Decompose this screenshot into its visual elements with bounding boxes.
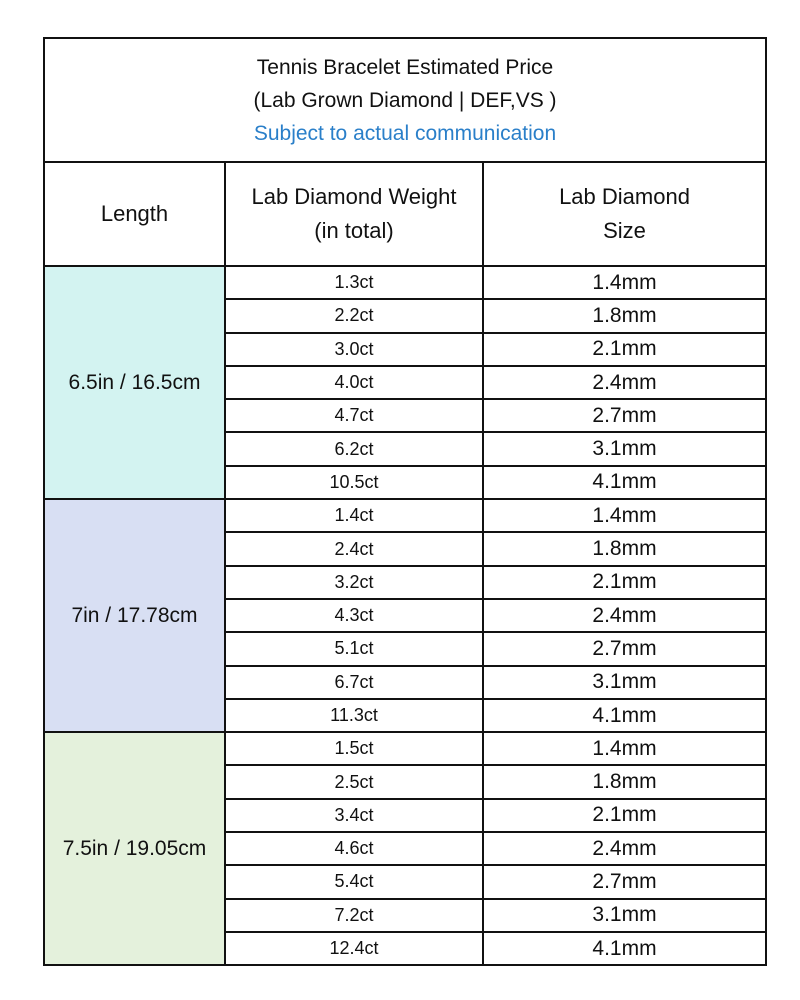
weight-cell: 3.0ct: [225, 333, 483, 366]
size-cell: 1.8mm: [483, 299, 766, 332]
weight-cell: 1.5ct: [225, 732, 483, 765]
table-row: [44, 499, 766, 532]
weight-cell: 5.1ct: [225, 632, 483, 665]
weight-cell: 4.3ct: [225, 599, 483, 632]
title-line-2: (Lab Grown Diamond | DEF,VS ): [253, 88, 557, 112]
size-cell: 1.4mm: [483, 499, 766, 532]
weight-cell: 4.6ct: [225, 832, 483, 865]
size-cell: 1.8mm: [483, 532, 766, 565]
size-cell: 2.7mm: [483, 399, 766, 432]
size-cell: 1.8mm: [483, 765, 766, 798]
weight-cell: 4.0ct: [225, 366, 483, 399]
weight-cell: 5.4ct: [225, 865, 483, 898]
size-cell: 2.4mm: [483, 832, 766, 865]
title-line-1: Tennis Bracelet Estimated Price: [256, 55, 554, 79]
weight-cell: 6.7ct: [225, 666, 483, 699]
size-cell: 1.4mm: [483, 266, 766, 299]
weight-cell: 6.2ct: [225, 432, 483, 465]
size-cell: 2.7mm: [483, 632, 766, 665]
size-cell: 1.4mm: [483, 732, 766, 765]
size-cell: 2.1mm: [483, 799, 766, 832]
weight-cell: 7.2ct: [225, 899, 483, 932]
size-cell: 3.1mm: [483, 899, 766, 932]
size-cell: 4.1mm: [483, 932, 766, 965]
table-row: [44, 732, 766, 765]
weight-cell: 10.5ct: [225, 466, 483, 499]
size-cell: 3.1mm: [483, 432, 766, 465]
header-weight: Lab Diamond Weight (in total): [225, 162, 483, 266]
size-cell: 2.4mm: [483, 366, 766, 399]
size-cell: 4.1mm: [483, 699, 766, 732]
weight-cell: 11.3ct: [225, 699, 483, 732]
weight-cell: 2.5ct: [225, 765, 483, 798]
header-length: Length: [44, 162, 225, 266]
bracelet-size-table: [43, 37, 767, 966]
size-cell: 4.1mm: [483, 466, 766, 499]
length-cell: 7.5in / 19.05cm: [44, 732, 225, 965]
size-cell: 2.1mm: [483, 566, 766, 599]
weight-cell: 3.2ct: [225, 566, 483, 599]
weight-cell: 2.2ct: [225, 299, 483, 332]
size-cell: 3.1mm: [483, 666, 766, 699]
length-cell: 7in / 17.78cm: [44, 499, 225, 732]
weight-cell: 2.4ct: [225, 532, 483, 565]
weight-cell: 1.3ct: [225, 266, 483, 299]
size-cell: 2.1mm: [483, 333, 766, 366]
table-title: [44, 38, 766, 162]
weight-cell: 12.4ct: [225, 932, 483, 965]
title-note: Subject to actual communication: [253, 121, 557, 145]
weight-cell: 4.7ct: [225, 399, 483, 432]
column-header-row: [44, 162, 766, 266]
price-table-container: [43, 37, 765, 966]
size-cell: 2.4mm: [483, 599, 766, 632]
table-row: [44, 266, 766, 299]
weight-cell: 3.4ct: [225, 799, 483, 832]
size-cell: 2.7mm: [483, 865, 766, 898]
weight-cell: 1.4ct: [225, 499, 483, 532]
length-cell: 6.5in / 16.5cm: [44, 266, 225, 499]
header-size: Lab Diamond Size: [483, 162, 766, 266]
